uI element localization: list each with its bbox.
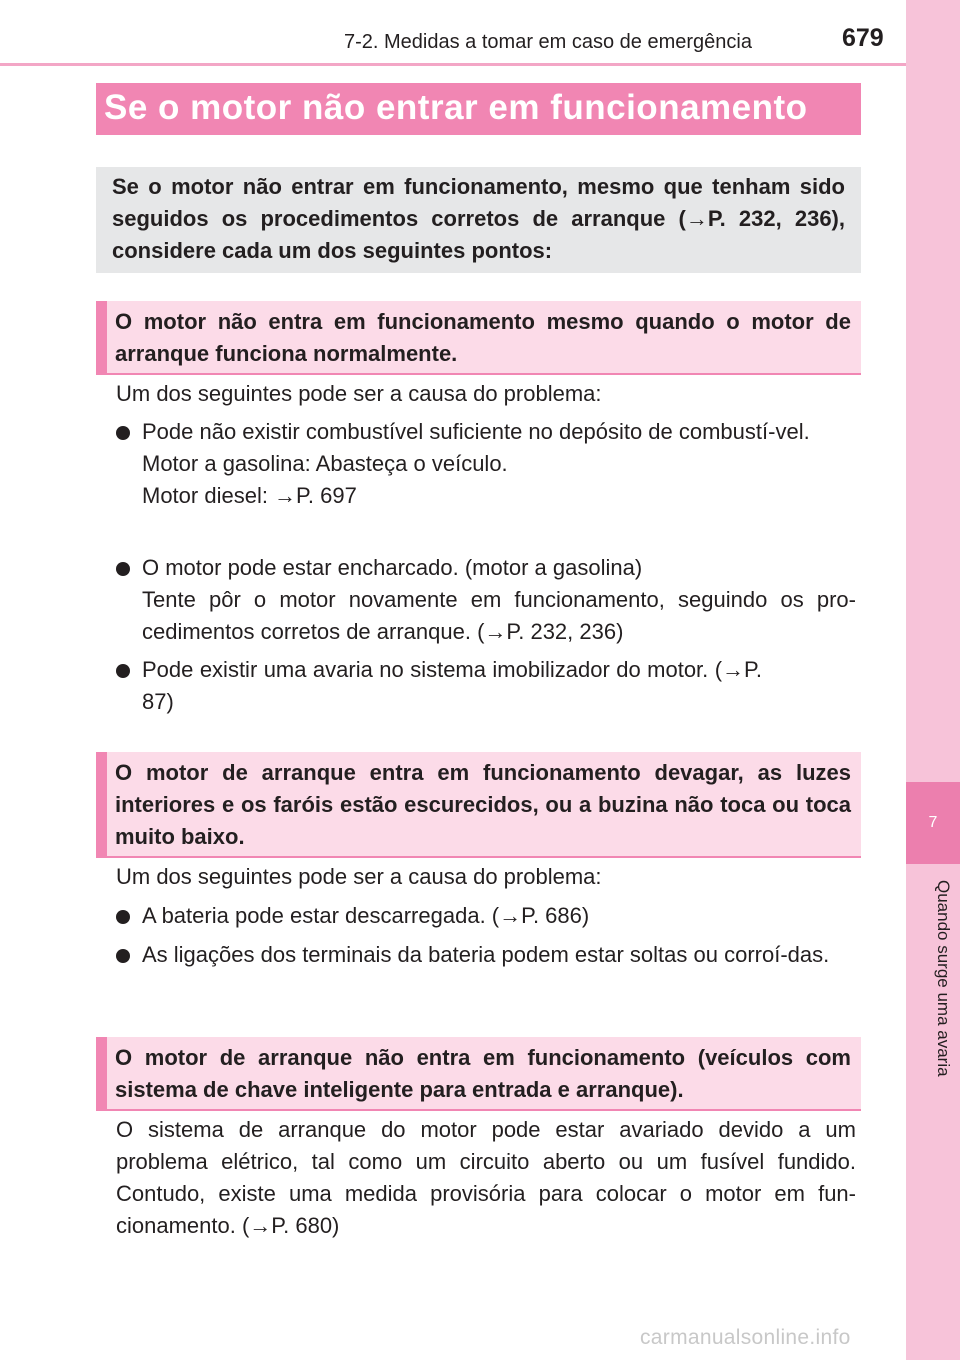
section-heading-1 [96,301,861,375]
bullet-line: Motor diesel: →P. 697 [142,483,357,508]
bullet-line: Pode não existir combustível suficiente no depósito de combustí-vel. [142,419,810,444]
page-number: 679 [842,24,884,52]
bullet-line: A bateria pode estar descarregada. (→P. 686) [142,903,590,928]
bullet-icon [116,910,130,924]
chapter-side-tab [906,0,960,1360]
bullet-icon [116,562,130,576]
section-lead: Um dos seguintes pode ser a causa do problema: [116,381,602,406]
bullet-line: O motor pode estar encharcado. (motor a gasolina) [142,555,643,580]
bullet-icon [116,949,130,963]
section-heading-2 [96,752,861,858]
list-item [116,552,856,648]
watermark: carmanualsonline.info [640,1326,851,1349]
chapter-number-tab[interactable] [906,782,960,864]
section-paragraph: O sistema de arranque do motor pode estar avariado devido a um problema elétrico, tal como um circuito aberto ou um fusível fundido. Contudo, existe uma medida provisória para colocar o motor em fun-cionamento. (→P. 680) [116,1117,856,1238]
bullet-line: Motor a gasolina: Abasteça o veículo. [142,451,508,476]
section-lead: Um dos seguintes pode ser a causa do problema: [116,864,602,889]
bullet-line: Pode existir uma avaria no sistema imobilizador do motor. (→P. 87) [142,657,762,714]
list-item [116,654,856,718]
chapter-number: 7 [928,814,938,831]
bullet-icon [116,664,130,678]
bullet-line: Tente pôr o motor novamente em funcionamento, seguindo os pro-cedimentos corretos de arranque. (→P. 232, 236) [142,587,856,644]
chapter-title: Quando surge uma avaria [934,880,953,1077]
list-item [116,900,856,932]
bullet-line: As ligações dos terminais da bateria podem estar soltas ou corroí-das. [142,942,830,967]
running-header: 7-2. Medidas a tomar em caso de emergência [344,31,752,53]
intro-box [96,167,861,273]
page-title: Se o motor não entrar em funcionamento [104,88,808,127]
list-item [116,939,856,971]
section-heading-text: O motor não entra em funcionamento mesmo quando o motor de arranque funciona normalmente. [115,309,851,366]
header-divider [0,63,906,66]
bullet-icon [116,426,130,440]
section-heading-text: O motor de arranque não entra em funcionamento (veículos com sistema de chave inteligente para entrada e arranque). [115,1045,851,1102]
intro-text: Se o motor não entrar em funcionamento, mesmo que tenham sido seguidos os procedimentos corretos de arranque (→P. 232, 236), considere cada um dos seguintes pontos: [112,174,845,263]
section-heading-3 [96,1037,861,1111]
list-item [116,416,856,512]
section-heading-text: O motor de arranque entra em funcionamento devagar, as luzes interiores e os faróis estão escurecidos, ou a buzina não toca ou toca muito baixo. [115,760,851,849]
